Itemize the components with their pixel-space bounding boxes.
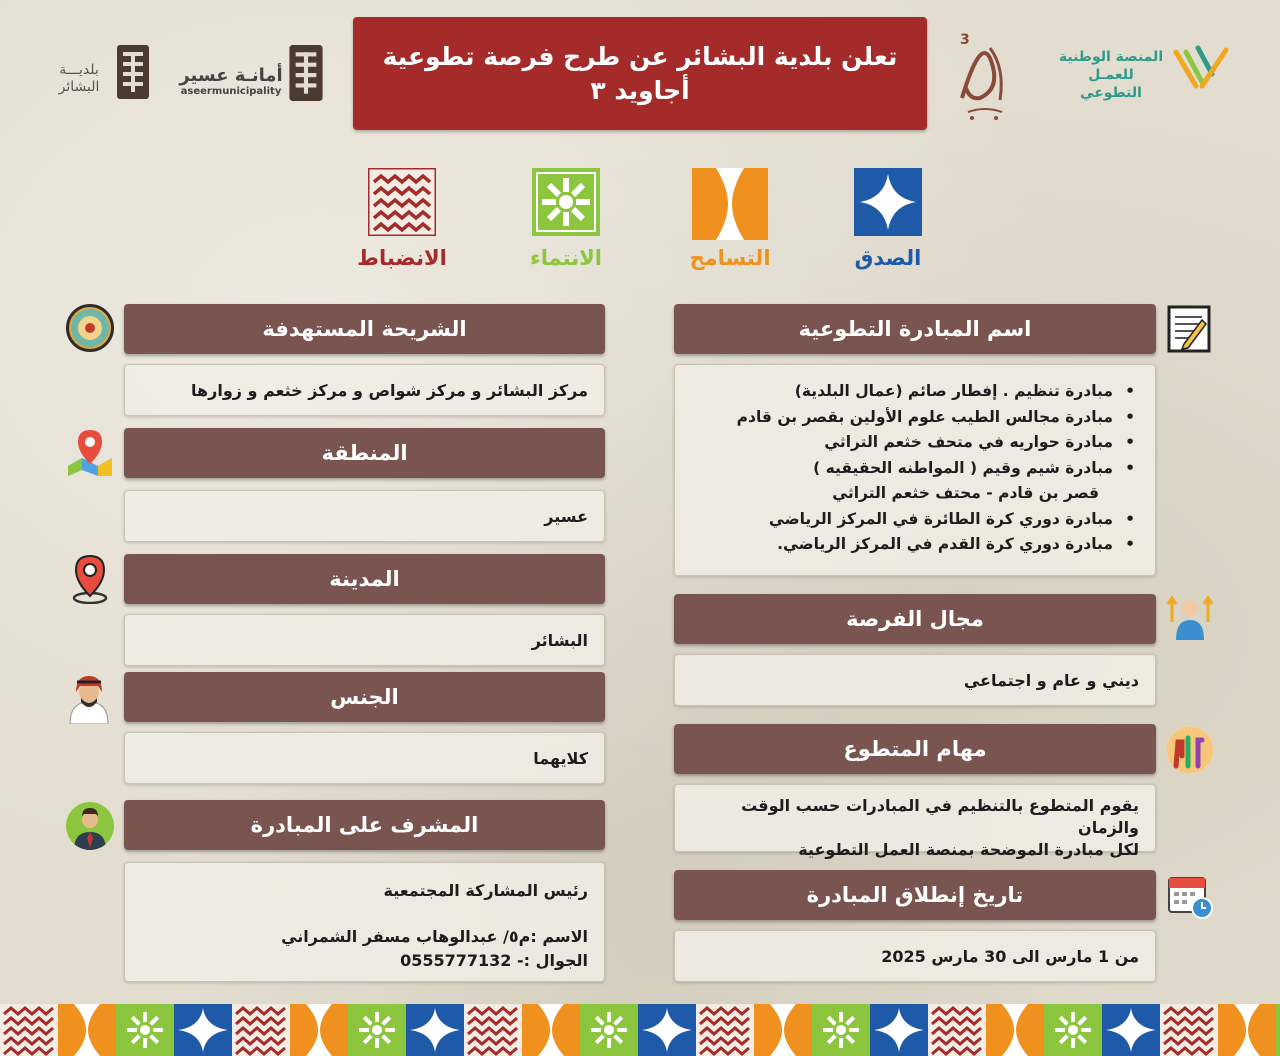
balad-logo [50,44,152,104]
list-item: • مبادرة دوري كرة الطائرة في المركز الرياضي [695,507,1135,533]
target-audience-icon [66,304,114,352]
hourglass-icon [692,168,768,240]
volunteer-tasks-box [674,784,1156,859]
gender-box [124,732,605,784]
gender-value: كلايهما [533,748,588,768]
balad-logo-line1: بلديـــة [59,62,99,78]
balad-logo-line2: البشائر [58,79,100,95]
platform-logo-line1: المنصة الوطنية [1058,49,1164,65]
amana-logo [178,44,326,104]
list-item: • مبادرة حواريه في متحف خثعم التراثي [695,430,1135,456]
red-pattern-tile [928,1004,986,1056]
target-audience-value: مركز البشائر و مركز شواص و مركز خثعم و زوارها [191,380,588,400]
region-value: عسير [544,506,588,526]
supervisor-phone: الجوال :- 0555777132 [400,951,588,970]
value-discipline-label: الانضباط [357,246,447,270]
supervisor-name: الاسم :م٥/ عبدالوهاب مسفر الشمراني [281,927,588,946]
list-item: • مبادرة شيم وقيم ( المواطنه الحقيقيه ) [695,456,1135,482]
platform-logo [1056,38,1236,101]
amana-emblem-icon [288,44,324,102]
value-truth-label: الصدق [854,246,922,270]
green-pattern-tile [812,1004,870,1056]
amana-logo-en: aseermunicipality [180,86,282,97]
amana-logo-ar: أمانـة عسير [179,65,283,86]
man-avatar-icon [64,672,114,724]
calendar-clock-icon [1166,872,1214,920]
city-box [124,614,605,666]
launch-date-header: تاريخ إنطلاق المبادرة [674,870,1156,920]
green-pattern-tile [116,1004,174,1056]
green-pattern-tile [1044,1004,1102,1056]
orange-pattern-tile [58,1004,116,1056]
zigzag-pattern-icon [368,168,436,236]
red-pattern-tile [464,1004,522,1056]
orange-pattern-tile [754,1004,812,1056]
document-pencil-icon [1166,304,1212,354]
supervisor-avatar-icon [66,802,114,850]
gender-header: الجنس [124,672,605,722]
sunburst-icon [532,168,600,236]
map-pin-icon [66,428,114,478]
city-header: المدينة [124,554,605,604]
blue-pattern-tile [638,1004,696,1056]
value-belonging [526,168,606,278]
orange-pattern-tile [522,1004,580,1056]
green-pattern-tile [1276,1004,1280,1056]
green-pattern-tile [580,1004,638,1056]
platform-emblem-icon [1172,42,1230,92]
opportunity-field-box [674,654,1156,706]
blue-pattern-tile [870,1004,928,1056]
raised-hands-icon [1166,726,1214,774]
volunteer-tasks-header: مهام المتطوع [674,724,1156,774]
red-pattern-tile [0,1004,58,1056]
ajaweed-number: 3 [960,32,970,48]
value-tolerance-label: التسامح [689,246,771,270]
opportunity-field-value: ديني و عام و اجتماعي [963,670,1139,690]
launch-date-box [674,930,1156,982]
initiative-list [675,365,1155,558]
green-pattern-tile [348,1004,406,1056]
volunteer-person-icon [1166,592,1214,644]
value-tolerance [690,168,770,278]
title-line-1: تعلن بلدية البشائر عن طرح فرصة تطوعية [382,41,898,71]
opportunity-field-header: مجال الفرصة [674,594,1156,644]
title-line-2: أجاويد ٣ [590,75,690,105]
list-item: • مبادرة دوري كرة القدم في المركز الرياضي. [695,532,1135,558]
location-pin-icon [68,554,112,604]
orange-pattern-tile [1218,1004,1276,1056]
red-pattern-tile [696,1004,754,1056]
supervisor-box [124,862,605,982]
value-truth [848,168,928,278]
list-item: • مبادرة مجالس الطيب علوم الأولين بقصر بن قادم [695,405,1135,431]
red-pattern-tile [232,1004,290,1056]
blue-pattern-tile [174,1004,232,1056]
value-discipline [357,168,447,278]
orange-pattern-tile [986,1004,1044,1056]
blue-pattern-tile [406,1004,464,1056]
target-audience-box [124,364,605,416]
orange-pattern-tile [290,1004,348,1056]
platform-logo-line2: للعمـل التطوعي [1080,67,1142,101]
region-header: المنطقة [124,428,605,478]
initiative-list-box [674,364,1156,576]
region-box [124,490,605,542]
decorative-pattern-strip [0,1004,1280,1056]
tasks-line-1: يقوم المتطوع بالتنظيم في المبادرات حسب الوقت والزمان [741,796,1139,837]
supervisor-role: رئيس المشاركة المجتمعية [383,881,588,900]
ajaweed-logo [950,28,1020,124]
announcement-title [353,17,927,130]
balad-emblem-icon [116,44,150,100]
value-belonging-label: الانتماء [530,246,602,270]
list-item: • مبادرة تنظيم . إفطار صائم (عمال البلدية) [695,379,1135,405]
target-audience-header: الشريحة المستهدفة [124,304,605,354]
city-value: البشائر [531,630,588,650]
list-item: قصر بن قادم - محتف خثعم التراثي [832,484,1099,502]
blue-pattern-tile [1102,1004,1160,1056]
red-pattern-tile [1160,1004,1218,1056]
tasks-line-2: لكل مبادرة الموضحة بمنصة العمل التطوعية [798,840,1139,859]
supervisor-header: المشرف على المبادرة [124,800,605,850]
star-diamond-icon [854,168,922,236]
initiative-name-header: اسم المبادرة التطوعية [674,304,1156,354]
launch-date-value: من 1 مارس الى 30 مارس 2025 [881,946,1139,966]
